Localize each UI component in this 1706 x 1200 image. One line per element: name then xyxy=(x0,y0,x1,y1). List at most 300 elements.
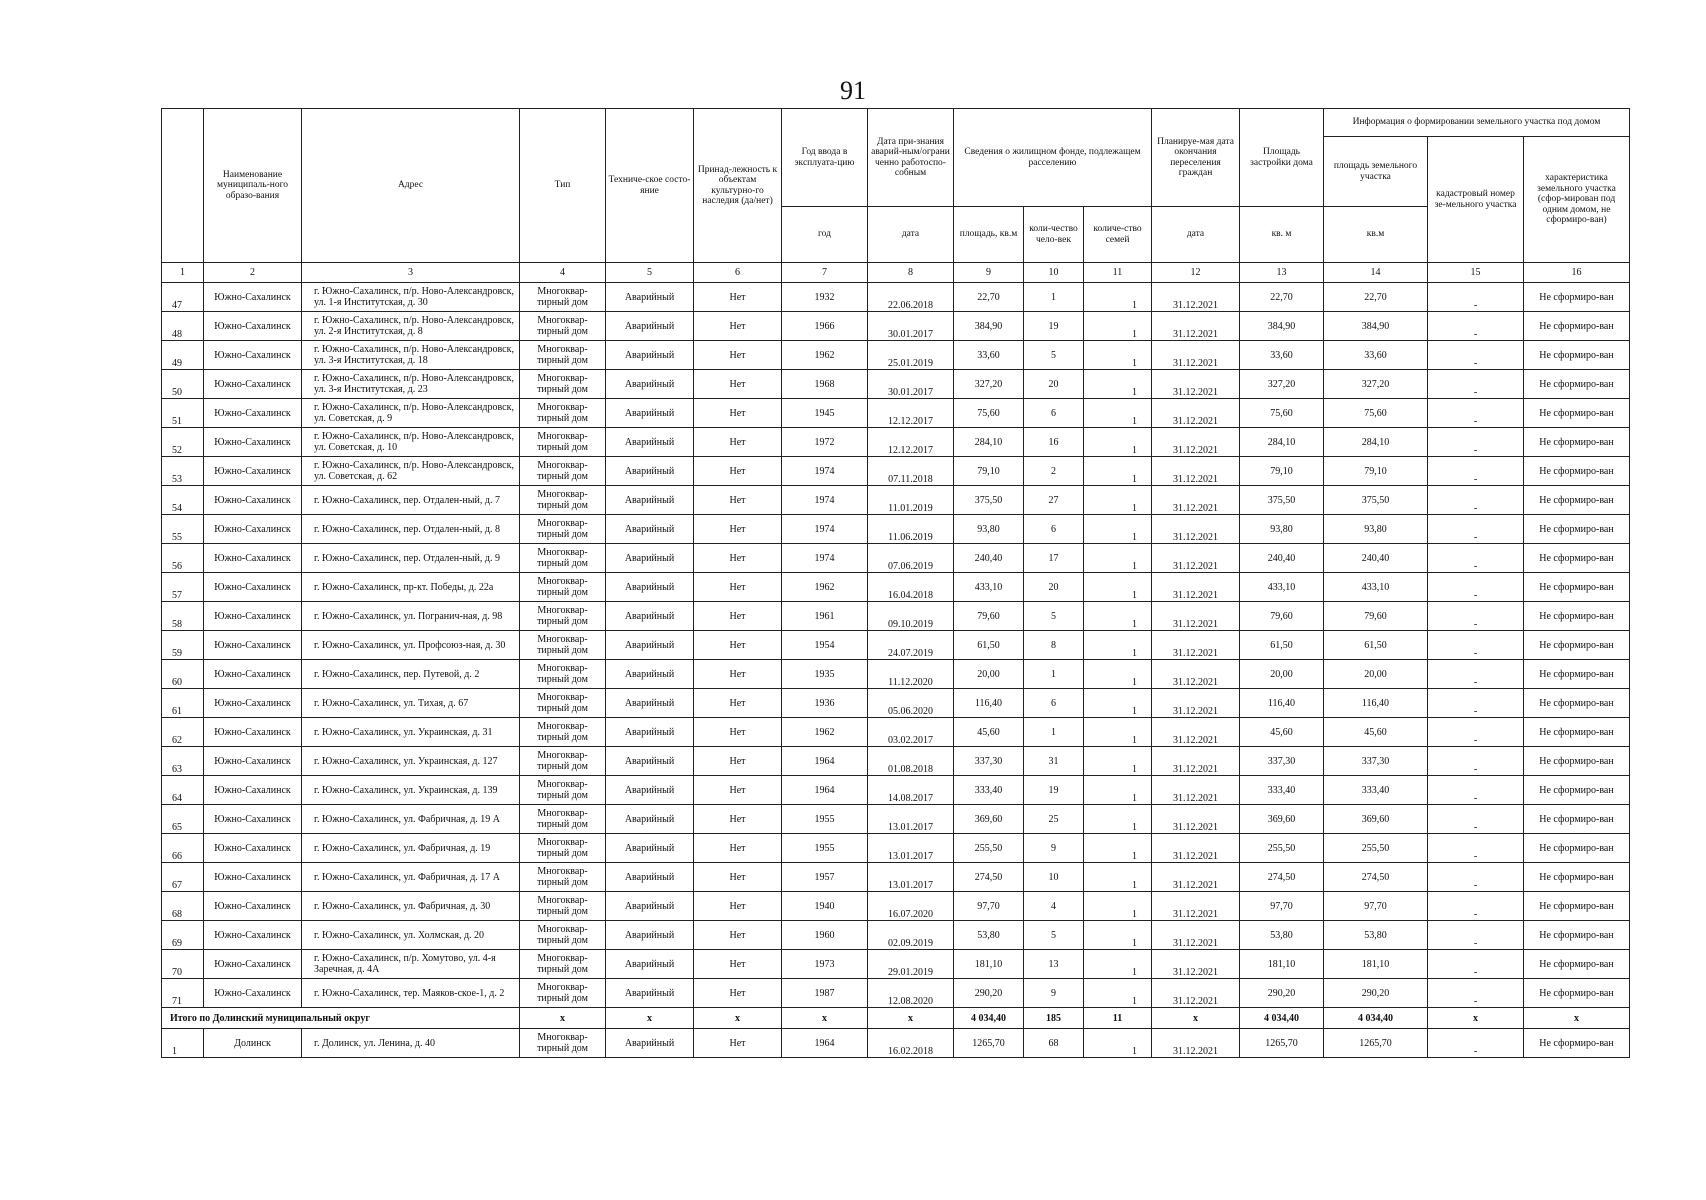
people-count-cell: 20 xyxy=(1024,573,1084,602)
land-status-cell: Не сформиро-ван xyxy=(1524,399,1630,428)
year-cell: 1954 xyxy=(782,631,868,660)
type-cell: Многоквар-тирный дом xyxy=(520,486,606,515)
header-housing: Сведения о жилищном фонде, подлежащем расселению xyxy=(954,109,1152,207)
land-status-cell: Не сформиро-ван xyxy=(1524,370,1630,399)
type-cell: Многоквар-тирный дом xyxy=(520,631,606,660)
cadastral-cell: - xyxy=(1428,950,1524,979)
housing-area-cell: 79,10 xyxy=(954,457,1024,486)
planned-date-cell: 31.12.2021 xyxy=(1152,544,1240,573)
heritage-cell: Нет xyxy=(694,283,782,312)
heritage-cell: Нет xyxy=(694,979,782,1008)
people-count-cell: 5 xyxy=(1024,921,1084,950)
cadastral-cell: - xyxy=(1428,631,1524,660)
land-status-cell: Не сформиро-ван xyxy=(1524,863,1630,892)
total-plan-cell: x xyxy=(1152,1008,1240,1029)
recognition-date-cell: 07.06.2019 xyxy=(868,544,954,573)
land-area-cell: 97,70 xyxy=(1324,892,1428,921)
planned-date-cell: 31.12.2021 xyxy=(1152,950,1240,979)
type-cell: Многоквар-тирный дом xyxy=(520,863,606,892)
cadastral-cell: - xyxy=(1428,747,1524,776)
year-cell: 1974 xyxy=(782,515,868,544)
row-number: 70 xyxy=(162,950,204,979)
planned-date-cell: 31.12.2021 xyxy=(1152,805,1240,834)
land-area-cell: 327,20 xyxy=(1324,370,1428,399)
header-housing-families: количе-ство семей xyxy=(1084,207,1152,263)
housing-area-cell: 327,20 xyxy=(954,370,1024,399)
heritage-cell: Нет xyxy=(694,660,782,689)
municipality-cell: Южно-Сахалинск xyxy=(204,805,302,834)
land-status-cell: Не сформиро-ван xyxy=(1524,312,1630,341)
built-area-cell: 375,50 xyxy=(1240,486,1324,515)
municipality-cell: Долинск xyxy=(204,1029,302,1058)
heritage-cell: Нет xyxy=(694,573,782,602)
family-count-cell: 1 xyxy=(1084,341,1152,370)
total-state-cell: x xyxy=(606,1008,694,1029)
column-number: 11 xyxy=(1084,263,1152,283)
table-row xyxy=(162,776,1630,805)
heritage-cell: Нет xyxy=(694,341,782,370)
municipality-cell: Южно-Сахалинск xyxy=(204,457,302,486)
heritage-cell: Нет xyxy=(694,892,782,921)
family-count-cell: 1 xyxy=(1084,544,1152,573)
heritage-cell: Нет xyxy=(694,718,782,747)
land-status-cell: Не сформиро-ван xyxy=(1524,834,1630,863)
family-count-cell: 1 xyxy=(1084,573,1152,602)
cadastral-cell: - xyxy=(1428,776,1524,805)
housing-area-cell: 181,10 xyxy=(954,950,1024,979)
type-cell: Многоквар-тирный дом xyxy=(520,834,606,863)
header-recognition: Дата при-знания аварий-ным/ограни ченно работоспо-собным xyxy=(868,109,954,207)
land-area-cell: 61,50 xyxy=(1324,631,1428,660)
address-cell: г. Южно-Сахалинск, ул. Украинская, д. 31 xyxy=(302,718,520,747)
cadastral-cell: - xyxy=(1428,457,1524,486)
built-area-cell: 53,80 xyxy=(1240,921,1324,950)
year-cell: 1964 xyxy=(782,747,868,776)
tech-state-cell: Аварийный xyxy=(606,312,694,341)
family-count-cell: 1 xyxy=(1084,370,1152,399)
land-area-cell: 33,60 xyxy=(1324,341,1428,370)
built-area-cell: 255,50 xyxy=(1240,834,1324,863)
recognition-date-cell: 07.11.2018 xyxy=(868,457,954,486)
type-cell: Многоквар-тирный дом xyxy=(520,370,606,399)
recognition-date-cell: 30.01.2017 xyxy=(868,370,954,399)
land-status-cell: Не сформиро-ван xyxy=(1524,515,1630,544)
built-area-cell: 369,60 xyxy=(1240,805,1324,834)
land-area-cell: 22,70 xyxy=(1324,283,1428,312)
people-count-cell: 9 xyxy=(1024,834,1084,863)
built-area-cell: 45,60 xyxy=(1240,718,1324,747)
land-status-cell: Не сформиро-ван xyxy=(1524,776,1630,805)
heritage-cell: Нет xyxy=(694,1029,782,1058)
address-cell: г. Южно-Сахалинск, п/р. Ново-Александровск, ул. Советская, д. 9 xyxy=(302,399,520,428)
tech-state-cell: Аварийный xyxy=(606,660,694,689)
planned-date-cell: 31.12.2021 xyxy=(1152,660,1240,689)
people-count-cell: 19 xyxy=(1024,312,1084,341)
heritage-cell: Нет xyxy=(694,631,782,660)
row-number: 54 xyxy=(162,486,204,515)
built-area-cell: 1265,70 xyxy=(1240,1029,1324,1058)
housing-area-cell: 61,50 xyxy=(954,631,1024,660)
land-status-cell: Не сформиро-ван xyxy=(1524,544,1630,573)
recognition-date-cell: 12.08.2020 xyxy=(868,979,954,1008)
row-number: 69 xyxy=(162,921,204,950)
year-cell: 1962 xyxy=(782,718,868,747)
recognition-date-cell: 12.12.2017 xyxy=(868,399,954,428)
family-count-cell: 1 xyxy=(1084,747,1152,776)
header-planned-sub: дата xyxy=(1152,207,1240,263)
recognition-date-cell: 16.02.2018 xyxy=(868,1029,954,1058)
header-housing-people: коли-чество чело-век xyxy=(1024,207,1084,263)
year-cell: 1945 xyxy=(782,399,868,428)
land-status-cell: Не сформиро-ван xyxy=(1524,921,1630,950)
heritage-cell: Нет xyxy=(694,544,782,573)
land-area-cell: 1265,70 xyxy=(1324,1029,1428,1058)
cadastral-cell: - xyxy=(1428,428,1524,457)
planned-date-cell: 31.12.2021 xyxy=(1152,486,1240,515)
total-date-cell: x xyxy=(868,1008,954,1029)
cadastral-cell: - xyxy=(1428,834,1524,863)
tech-state-cell: Аварийный xyxy=(606,689,694,718)
built-area-cell: 93,80 xyxy=(1240,515,1324,544)
table-row xyxy=(162,544,1630,573)
row-number: 61 xyxy=(162,689,204,718)
table-row xyxy=(162,718,1630,747)
table-row xyxy=(162,312,1630,341)
land-area-cell: 93,80 xyxy=(1324,515,1428,544)
planned-date-cell: 31.12.2021 xyxy=(1152,602,1240,631)
land-area-cell: 290,20 xyxy=(1324,979,1428,1008)
municipality-cell: Южно-Сахалинск xyxy=(204,631,302,660)
land-area-cell: 369,60 xyxy=(1324,805,1428,834)
column-number: 12 xyxy=(1152,263,1240,283)
row-number: 65 xyxy=(162,805,204,834)
total-built-cell: 4 034,40 xyxy=(1240,1008,1324,1029)
housing-area-cell: 75,60 xyxy=(954,399,1024,428)
table-row xyxy=(162,747,1630,776)
heritage-cell: Нет xyxy=(694,370,782,399)
planned-date-cell: 31.12.2021 xyxy=(1152,573,1240,602)
recognition-date-cell: 09.10.2019 xyxy=(868,602,954,631)
type-cell: Многоквар-тирный дом xyxy=(520,950,606,979)
address-cell: г. Южно-Сахалинск, ул. Украинская, д. 139 xyxy=(302,776,520,805)
tech-state-cell: Аварийный xyxy=(606,863,694,892)
land-area-cell: 375,50 xyxy=(1324,486,1428,515)
row-number: 57 xyxy=(162,573,204,602)
address-cell: г. Южно-Сахалинск, п/р. Ново-Александровск, ул. 3-я Институтская, д. 23 xyxy=(302,370,520,399)
year-cell: 1966 xyxy=(782,312,868,341)
planned-date-cell: 31.12.2021 xyxy=(1152,834,1240,863)
municipality-cell: Южно-Сахалинск xyxy=(204,979,302,1008)
people-count-cell: 5 xyxy=(1024,602,1084,631)
year-cell: 1964 xyxy=(782,776,868,805)
cadastral-cell: - xyxy=(1428,544,1524,573)
table-row xyxy=(162,457,1630,486)
planned-date-cell: 31.12.2021 xyxy=(1152,515,1240,544)
address-cell: г. Южно-Сахалинск, п/р. Ново-Александровск, ул. 1-я Институтская, д. 30 xyxy=(302,283,520,312)
planned-date-cell: 31.12.2021 xyxy=(1152,399,1240,428)
address-cell: г. Южно-Сахалинск, п/р. Хомутово, ул. 4-я Заречная, д. 4А xyxy=(302,950,520,979)
table-row xyxy=(162,921,1630,950)
column-number: 4 xyxy=(520,263,606,283)
people-count-cell: 1 xyxy=(1024,660,1084,689)
year-cell: 1974 xyxy=(782,544,868,573)
housing-area-cell: 116,40 xyxy=(954,689,1024,718)
built-area-cell: 284,10 xyxy=(1240,428,1324,457)
municipality-cell: Южно-Сахалинск xyxy=(204,602,302,631)
row-number: 63 xyxy=(162,747,204,776)
land-area-cell: 75,60 xyxy=(1324,399,1428,428)
land-area-cell: 181,10 xyxy=(1324,950,1428,979)
housing-area-cell: 375,50 xyxy=(954,486,1024,515)
built-area-cell: 33,60 xyxy=(1240,341,1324,370)
header-land-area-sub: кв.м xyxy=(1324,207,1428,263)
table-row xyxy=(162,863,1630,892)
land-area-cell: 433,10 xyxy=(1324,573,1428,602)
land-status-cell: Не сформиро-ван xyxy=(1524,892,1630,921)
header-land-area: площадь земельного участка xyxy=(1324,137,1428,207)
header-housing-area: площадь, кв.м xyxy=(954,207,1024,263)
type-cell: Многоквар-тирный дом xyxy=(520,747,606,776)
built-area-cell: 116,40 xyxy=(1240,689,1324,718)
recognition-date-cell: 12.12.2017 xyxy=(868,428,954,457)
land-status-cell: Не сформиро-ван xyxy=(1524,689,1630,718)
row-number: 53 xyxy=(162,457,204,486)
table-row xyxy=(162,486,1630,515)
address-cell: г. Южно-Сахалинск, ул. Украинская, д. 127 xyxy=(302,747,520,776)
cadastral-cell: - xyxy=(1428,718,1524,747)
family-count-cell: 1 xyxy=(1084,979,1152,1008)
header-land-char: характеристика земельного участка (сфор-мирован под одним домом, не сформиро-ван) xyxy=(1524,137,1630,263)
planned-date-cell: 31.12.2021 xyxy=(1152,370,1240,399)
family-count-cell: 1 xyxy=(1084,950,1152,979)
total-year-cell: x xyxy=(782,1008,868,1029)
recognition-date-cell: 30.01.2017 xyxy=(868,312,954,341)
year-cell: 1961 xyxy=(782,602,868,631)
family-count-cell: 1 xyxy=(1084,689,1152,718)
year-cell: 1962 xyxy=(782,341,868,370)
built-area-cell: 61,50 xyxy=(1240,631,1324,660)
address-cell: г. Южно-Сахалинск, пер. Отдален-ный, д. 8 xyxy=(302,515,520,544)
planned-date-cell: 31.12.2021 xyxy=(1152,979,1240,1008)
column-number: 2 xyxy=(204,263,302,283)
people-count-cell: 25 xyxy=(1024,805,1084,834)
built-area-cell: 240,40 xyxy=(1240,544,1324,573)
address-cell: г. Южно-Сахалинск, пер. Отдален-ный, д. 7 xyxy=(302,486,520,515)
land-status-cell: Не сформиро-ван xyxy=(1524,805,1630,834)
address-cell: г. Южно-Сахалинск, пр-кт. Победы, д. 22а xyxy=(302,573,520,602)
heritage-cell: Нет xyxy=(694,486,782,515)
tech-state-cell: Аварийный xyxy=(606,805,694,834)
column-number: 13 xyxy=(1240,263,1324,283)
housing-area-cell: 53,80 xyxy=(954,921,1024,950)
heritage-cell: Нет xyxy=(694,805,782,834)
cadastral-cell: - xyxy=(1428,979,1524,1008)
year-cell: 1968 xyxy=(782,370,868,399)
municipality-cell: Южно-Сахалинск xyxy=(204,892,302,921)
header-land-info: Информация о формировании земельного участка под домом xyxy=(1324,109,1630,137)
built-area-cell: 384,90 xyxy=(1240,312,1324,341)
family-count-cell: 1 xyxy=(1084,776,1152,805)
built-area-cell: 333,40 xyxy=(1240,776,1324,805)
municipality-cell: Южно-Сахалинск xyxy=(204,921,302,950)
family-count-cell: 1 xyxy=(1084,718,1152,747)
heritage-cell: Нет xyxy=(694,399,782,428)
header-tech-state: Техниче-ское состо-яние xyxy=(606,109,694,263)
heritage-cell: Нет xyxy=(694,776,782,805)
built-area-cell: 75,60 xyxy=(1240,399,1324,428)
tech-state-cell: Аварийный xyxy=(606,921,694,950)
recognition-date-cell: 11.01.2019 xyxy=(868,486,954,515)
table-row xyxy=(162,602,1630,631)
cadastral-cell: - xyxy=(1428,863,1524,892)
land-area-cell: 255,50 xyxy=(1324,834,1428,863)
address-cell: г. Южно-Сахалинск, ул. Холмская, д. 20 xyxy=(302,921,520,950)
recognition-date-cell: 05.06.2020 xyxy=(868,689,954,718)
table-row xyxy=(162,283,1630,312)
tech-state-cell: Аварийный xyxy=(606,283,694,312)
municipality-cell: Южно-Сахалинск xyxy=(204,312,302,341)
family-count-cell: 1 xyxy=(1084,602,1152,631)
municipality-cell: Южно-Сахалинск xyxy=(204,544,302,573)
header-type: Тип xyxy=(520,109,606,263)
year-cell: 1940 xyxy=(782,892,868,921)
heritage-cell: Нет xyxy=(694,921,782,950)
recognition-date-cell: 01.08.2018 xyxy=(868,747,954,776)
heritage-cell: Нет xyxy=(694,312,782,341)
table-row xyxy=(162,660,1630,689)
year-cell: 1932 xyxy=(782,283,868,312)
people-count-cell: 31 xyxy=(1024,747,1084,776)
address-cell: г. Южно-Сахалинск, п/р. Ново-Александровск, ул. 3-я Институтская, д. 18 xyxy=(302,341,520,370)
total-char-cell: x xyxy=(1524,1008,1630,1029)
planned-date-cell: 31.12.2021 xyxy=(1152,718,1240,747)
row-number: 58 xyxy=(162,602,204,631)
municipality-cell: Южно-Сахалинск xyxy=(204,515,302,544)
cadastral-cell: - xyxy=(1428,486,1524,515)
planned-date-cell: 31.12.2021 xyxy=(1152,631,1240,660)
address-cell: г. Южно-Сахалинск, ул. Фабричная, д. 30 xyxy=(302,892,520,921)
housing-area-cell: 45,60 xyxy=(954,718,1024,747)
address-cell: г. Южно-Сахалинск, п/р. Ново-Александровск, ул. 2-я Институтская, д. 8 xyxy=(302,312,520,341)
land-status-cell: Не сформиро-ван xyxy=(1524,1029,1630,1058)
header-recognition-sub: дата xyxy=(868,207,954,263)
people-count-cell: 6 xyxy=(1024,689,1084,718)
land-area-cell: 20,00 xyxy=(1324,660,1428,689)
recognition-date-cell: 13.01.2017 xyxy=(868,863,954,892)
housing-area-cell: 384,90 xyxy=(954,312,1024,341)
land-area-cell: 337,30 xyxy=(1324,747,1428,776)
header-year: Год ввода в эксплуата-цию xyxy=(782,109,868,207)
row-number: 49 xyxy=(162,341,204,370)
land-status-cell: Не сформиро-ван xyxy=(1524,341,1630,370)
row-number: 64 xyxy=(162,776,204,805)
type-cell: Многоквар-тирный дом xyxy=(520,921,606,950)
family-count-cell: 1 xyxy=(1084,631,1152,660)
heritage-cell: Нет xyxy=(694,602,782,631)
row-number: 66 xyxy=(162,834,204,863)
year-cell: 1987 xyxy=(782,979,868,1008)
housing-area-cell: 97,70 xyxy=(954,892,1024,921)
municipality-cell: Южно-Сахалинск xyxy=(204,834,302,863)
built-area-cell: 274,50 xyxy=(1240,863,1324,892)
tech-state-cell: Аварийный xyxy=(606,486,694,515)
type-cell: Многоквар-тирный дом xyxy=(520,312,606,341)
people-count-cell: 68 xyxy=(1024,1029,1084,1058)
tech-state-cell: Аварийный xyxy=(606,544,694,573)
family-count-cell: 1 xyxy=(1084,457,1152,486)
header-planned: Планируе-мая дата окончания переселения граждан xyxy=(1152,109,1240,207)
cadastral-cell: - xyxy=(1428,689,1524,718)
land-status-cell: Не сформиро-ван xyxy=(1524,486,1630,515)
people-count-cell: 27 xyxy=(1024,486,1084,515)
family-count-cell: 1 xyxy=(1084,863,1152,892)
year-cell: 1935 xyxy=(782,660,868,689)
municipality-cell: Южно-Сахалинск xyxy=(204,428,302,457)
tech-state-cell: Аварийный xyxy=(606,1029,694,1058)
land-status-cell: Не сформиро-ван xyxy=(1524,283,1630,312)
row-number: 48 xyxy=(162,312,204,341)
address-cell: г. Южно-Сахалинск, ул. Погранич-ная, д. 98 xyxy=(302,602,520,631)
cadastral-cell: - xyxy=(1428,370,1524,399)
recognition-date-cell: 16.07.2020 xyxy=(868,892,954,921)
address-cell: г. Южно-Сахалинск, ул. Тихая, д. 67 xyxy=(302,689,520,718)
address-cell: г. Южно-Сахалинск, п/р. Ново-Александровск, ул. Советская, д. 10 xyxy=(302,428,520,457)
total-fam-cell: 11 xyxy=(1084,1008,1152,1029)
header-cadastral: кадастровый номер зе-мельного участка xyxy=(1428,137,1524,263)
municipality-cell: Южно-Сахалинск xyxy=(204,950,302,979)
cadastral-cell: - xyxy=(1428,892,1524,921)
column-number: 9 xyxy=(954,263,1024,283)
municipality-cell: Южно-Сахалинск xyxy=(204,573,302,602)
type-cell: Многоквар-тирный дом xyxy=(520,1029,606,1058)
column-number: 16 xyxy=(1524,263,1630,283)
municipality-cell: Южно-Сахалинск xyxy=(204,370,302,399)
recognition-date-cell: 02.09.2019 xyxy=(868,921,954,950)
type-cell: Многоквар-тирный дом xyxy=(520,979,606,1008)
people-count-cell: 6 xyxy=(1024,399,1084,428)
total-cad-cell: x xyxy=(1428,1008,1524,1029)
total-row xyxy=(162,1008,1630,1029)
address-cell: г. Южно-Сахалинск, тер. Маяков-ское-1, д. 2 xyxy=(302,979,520,1008)
year-cell: 1974 xyxy=(782,457,868,486)
built-area-cell: 181,10 xyxy=(1240,950,1324,979)
table-row xyxy=(162,631,1630,660)
built-area-cell: 97,70 xyxy=(1240,892,1324,921)
total-area-cell: 4 034,40 xyxy=(954,1008,1024,1029)
housing-area-cell: 240,40 xyxy=(954,544,1024,573)
planned-date-cell: 31.12.2021 xyxy=(1152,457,1240,486)
year-cell: 1973 xyxy=(782,950,868,979)
tech-state-cell: Аварийный xyxy=(606,776,694,805)
header-heritage: Принад-лежность к объектам культурно-го наследия (да/нет) xyxy=(694,109,782,263)
cadastral-cell: - xyxy=(1428,921,1524,950)
tech-state-cell: Аварийный xyxy=(606,631,694,660)
tech-state-cell: Аварийный xyxy=(606,747,694,776)
type-cell: Многоквар-тирный дом xyxy=(520,892,606,921)
municipality-cell: Южно-Сахалинск xyxy=(204,486,302,515)
total-people-cell: 185 xyxy=(1024,1008,1084,1029)
people-count-cell: 20 xyxy=(1024,370,1084,399)
land-status-cell: Не сформиро-ван xyxy=(1524,457,1630,486)
land-status-cell: Не сформиро-ван xyxy=(1524,573,1630,602)
land-status-cell: Не сформиро-ван xyxy=(1524,718,1630,747)
housing-area-cell: 22,70 xyxy=(954,283,1024,312)
year-cell: 1955 xyxy=(782,805,868,834)
row-number: 47 xyxy=(162,283,204,312)
tech-state-cell: Аварийный xyxy=(606,457,694,486)
municipality-cell: Южно-Сахалинск xyxy=(204,863,302,892)
year-cell: 1936 xyxy=(782,689,868,718)
